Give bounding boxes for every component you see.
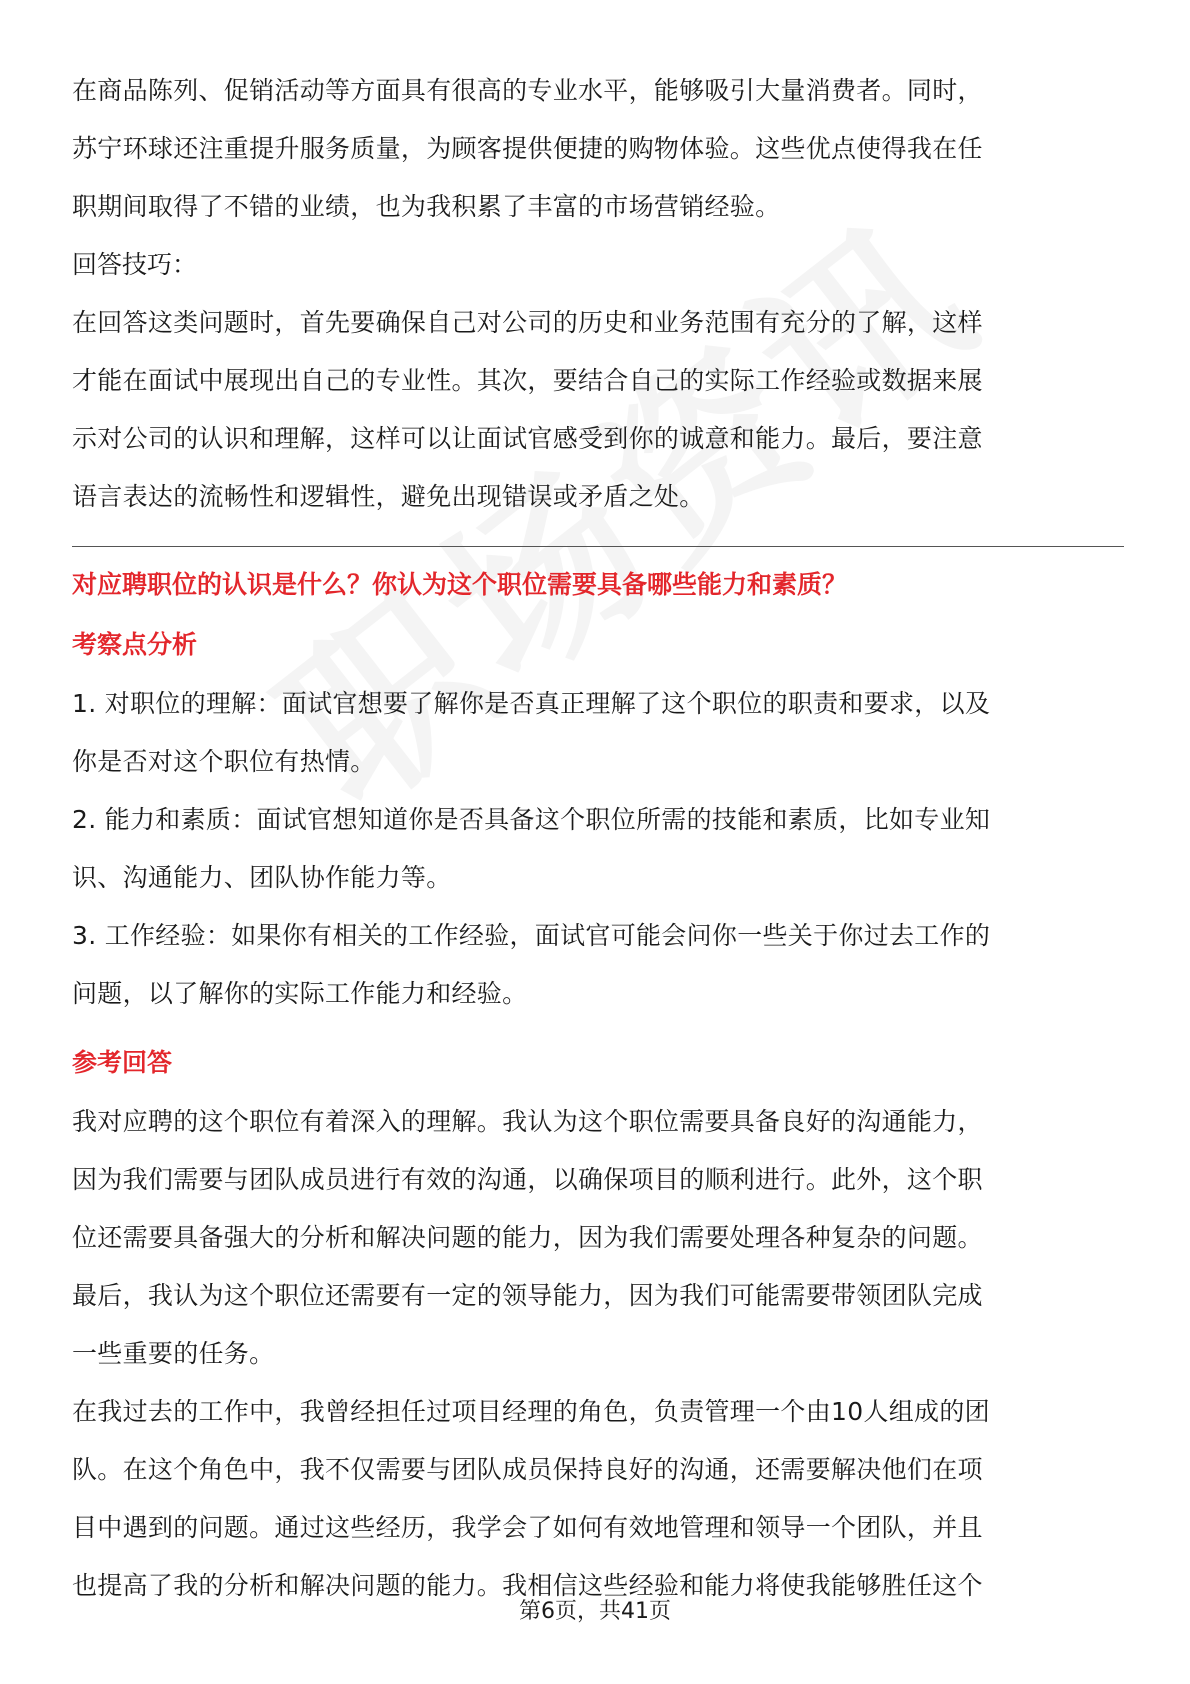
list-item xyxy=(72,791,1124,907)
text-line: 在商品陈列、促销活动等方面具有很高的专业水平，能够吸引大量消费者。同时， xyxy=(72,76,983,105)
text-line: 在回答这类问题时，首先要确保自己对公司的历史和业务范围有充分的了解，这样 xyxy=(72,308,983,337)
text-line: 3. 工作经验：如果你有相关的工作经验，面试官可能会问你一些关于你过去工作的 xyxy=(72,921,991,950)
analysis-list xyxy=(72,675,1124,1023)
text-line: 语言表达的流畅性和逻辑性，避免出现错误或矛盾之处。 xyxy=(72,482,705,511)
text-line: 位还需要具备强大的分析和解决问题的能力，因为我们需要处理各种复杂的问题。 xyxy=(72,1223,983,1252)
section-divider xyxy=(72,546,1124,547)
text-line: 我对应聘的这个职位有着深入的理解。我认为这个职位需要具备良好的沟通能力， xyxy=(72,1107,983,1136)
text-line: 职期间取得了不错的业绩，也为我积累了丰富的市场营销经验。 xyxy=(72,192,781,221)
intro-paragraph xyxy=(72,62,1124,236)
list-item xyxy=(72,675,1124,791)
question-title: 对应聘职位的认识是什么？你认为这个职位需要具备哪些能力和素质？ xyxy=(72,570,848,599)
text-line: 问题，以了解你的实际工作能力和经验。 xyxy=(72,979,528,1008)
text-line: 最后，我认为这个职位还需要有一定的领导能力，因为我们可能需要带领团队完成 xyxy=(72,1281,983,1310)
list-item xyxy=(72,907,1124,1023)
page-content xyxy=(72,62,1124,1615)
text-line: 因为我们需要与团队成员进行有效的沟通，以确保项目的顺利进行。此外，这个职 xyxy=(72,1165,983,1194)
text-line: 示对公司的认识和理解，这样可以让面试官感受到你的诚意和能力。最后，要注意 xyxy=(72,424,983,453)
text-line: 2. 能力和素质：面试官想知道你是否具备这个职位所需的技能和素质，比如专业知 xyxy=(72,805,991,834)
text-line: 一些重要的任务。 xyxy=(72,1339,275,1368)
text-line: 目中遇到的问题。通过这些经历，我学会了如何有效地管理和领导一个团队，并且 xyxy=(72,1513,983,1542)
text-line: 识、沟通能力、团队协作能力等。 xyxy=(72,863,452,892)
text-line: 苏宁环球还注重提升服务质量，为顾客提供便捷的购物体验。这些优点使得我在任 xyxy=(72,134,983,163)
text-line: 队。在这个角色中，我不仅需要与团队成员保持良好的沟通，还需要解决他们在项 xyxy=(72,1455,983,1484)
answer-paragraph-2 xyxy=(72,1383,1124,1615)
answer-paragraph-1 xyxy=(72,1093,1124,1383)
text-line: 1. 对职位的理解：面试官想要了解你是否真正理解了这个职位的职责和要求，以及 xyxy=(72,689,991,718)
text-line: 也提高了我的分析和解决问题的能力。我相信这些经验和能力将使我能够胜任这个 xyxy=(72,1571,983,1600)
analysis-heading: 考察点分析 xyxy=(72,630,198,659)
text-line: 你是否对这个职位有热情。 xyxy=(72,747,376,776)
answer-heading: 参考回答 xyxy=(72,1048,173,1077)
text-line: 在我过去的工作中，我曾经担任过项目经理的角色，负责管理一个由10人组成的团 xyxy=(72,1397,990,1426)
text-line: 才能在面试中展现出自己的专业性。其次，要结合自己的实际工作经验或数据来展 xyxy=(72,366,983,395)
tips-paragraph xyxy=(72,294,1124,526)
page-number: 第6页，共41页 xyxy=(519,1599,671,1624)
tips-label: 回答技巧： xyxy=(72,250,198,279)
